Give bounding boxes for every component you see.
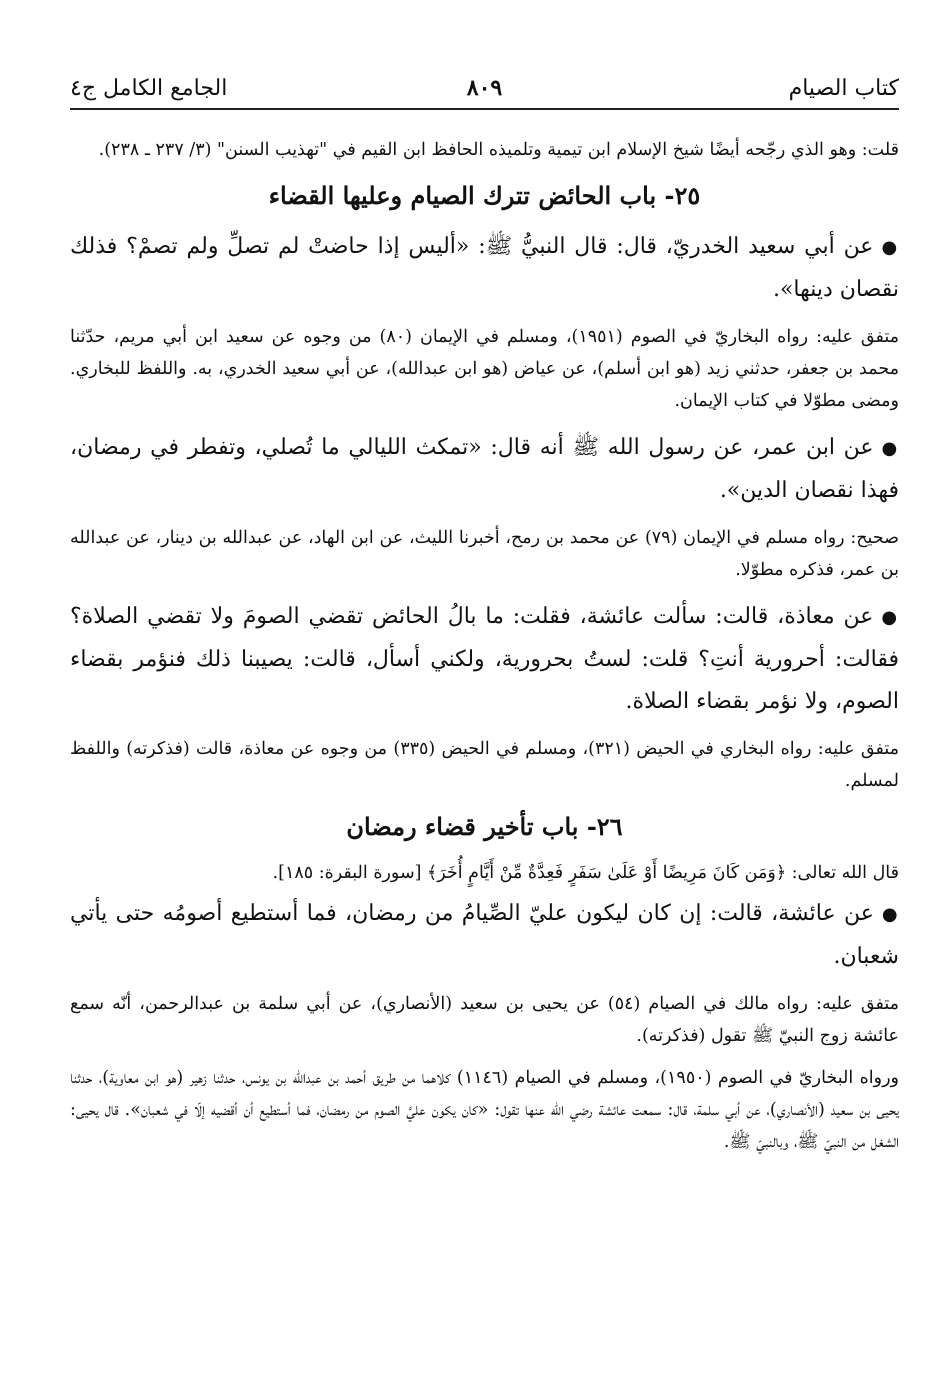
quran-verse: قال الله تعالى: ﴿وَمَن كَانَ مَرِيضًا أَوْ عَلَىٰ سَفَرٍ فَعِدَّةٌ مِّنْ أَيَّامٍ أُخَرَ﴾ [سورة البقرة: ١٨٥]. [272, 863, 899, 883]
book-volume-title: الجامع الكامل ج٤ [70, 75, 228, 101]
hadith-4 [70, 893, 899, 978]
chapter-26-title: ٢٦- باب تأخير قضاء رمضان [346, 812, 623, 841]
page-header [70, 68, 899, 110]
hadith-4-text: عن عائشة، قالت: إن كان ليكون عليّ الصِّيامُ من رمضان، فما أستطيع أصومُه حتى يأتي شعبان. [70, 901, 899, 969]
hadith-3 [70, 596, 899, 723]
chapter-25-title: ٢٥- باب الحائض تترك الصيام وعليها القضاء [268, 181, 701, 210]
hadith-4-takhrij: متفق عليه: رواه مالك في الصيام (٥٤) عن يحيى بن سعيد (الأنصاري)، عن أبي سلمة بن عبدالرحمن، أنّه سمع عائشة زوج النبيّ ﷺ تقول (فذكرته). [70, 994, 899, 1046]
hadith-1-takhrij: متفق عليه: رواه البخاريّ في الصوم (١٩٥١)، ومسلم في الإيمان (٨٠) من وجوه عن سعيد ابن أبي مريم، حدّثنا محمد بن جعفر، حدثني زيد (هو ابن أسلم)، عن عياض (هو ابن عبدالله)، عن أبي سعيد الخدري، به. واللفظ للبخاري. ومضى مطوّلا في كتاب الإيمان. [70, 327, 899, 411]
hadith-3-takhrij: متفق عليه: رواه البخاري في الحيض (٣٢١)، ومسلم في الحيض (٣٣٥) من وجوه عن معاذة، قالت (فذكرته) واللفظ لمسلم. [70, 739, 900, 791]
hadith-2 [70, 427, 899, 512]
hadith-1-text: عن أبي سعيد الخدريّ، قال: قال النبيُّ ﷺ: «أليس إذا حاضتْ لم تصلِّ ولم تصمْ؟ فذلك نقصان دينها». [70, 234, 899, 302]
book-section-title: كتاب الصيام [788, 75, 899, 101]
bullet-icon: ● [881, 904, 899, 925]
bullet-icon: ● [881, 607, 899, 628]
hadith-2-text: عن ابن عمر، عن رسول الله ﷺ أنه قال: «تمكث الليالي ما تُصلي، وتفطر في رمضان، فهذا نقصان الدين». [70, 435, 899, 503]
page-number: ٨٠٩ [466, 75, 503, 101]
hadith-3-text: عن معاذة، قالت: سألت عائشة، فقلت: ما بالُ الحائض تقضي الصومَ ولا تقضي الصلاة؟ فقالت: أحرورية أنتِ؟ قلت: لستُ بحرورية، ولكني أسأل، قالت: يصيبنا ذلك فنؤمر بقضاء الصوم، ولا نؤمر بقضاء الصلاة. [70, 604, 899, 714]
bullet-icon: ● [881, 237, 899, 258]
hadith-2-takhrij: صحيح: رواه مسلم في الإيمان (٧٩) عن محمد بن رمح، أخبرنا الليث، عن ابن الهاد، عن عبدالله بن دينار، عن عبدالله بن عمر، فذكره مطوّلا. [70, 528, 899, 580]
hadith-1 [70, 226, 899, 311]
bullet-icon: ● [881, 438, 899, 459]
hadith-4-takhrij-2: ورواه البخاريّ في الصوم (١٩٥٠)، ومسلم في الصيام (١١٤٦) كلاهما من طريق أحمد بن عبدالله بن يونس، حدثنا زهير (هو ابن معاوية)، حدثنا يحيى بن سعيد (الأنصاري)، عن أبي سلمة، قال: سمعت عائشة رضي الله عنها تقول: «كان يكون عليَّ الصوم من رمضان، فما أستطيع أن أقضيه إلّا في شعبان». قال يحيى: الشغل من النبيّ ﷺ، وبالنبيّ ﷺ. [70, 1068, 899, 1152]
page-body [70, 134, 899, 1168]
intro-note: قلت: وهو الذي رجّحه أيضًا شيخ الإسلام ابن تيمية وتلميذه الحافظ ابن القيم في "تهذيب السنن" (٣/ ٢٣٧ ـ ٢٣٨). [98, 140, 899, 160]
